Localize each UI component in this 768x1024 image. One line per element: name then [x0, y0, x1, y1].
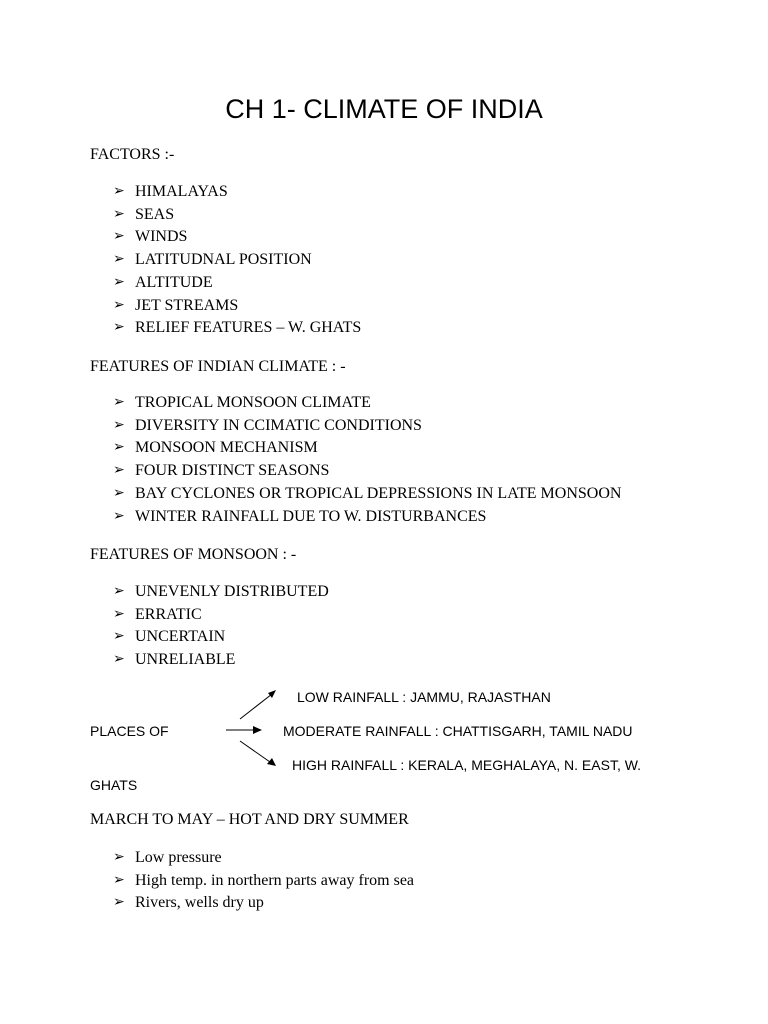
list-item: ➢ WINTER RAINFALL DUE TO W. DISTURBANCES	[113, 506, 621, 529]
arrowhead-bullet-icon: ➢	[113, 229, 125, 245]
arrowhead-bullet-icon: ➢	[113, 629, 125, 645]
list-item: ➢ Low pressure	[113, 847, 414, 870]
arrowhead-bullet-icon: ➢	[113, 508, 125, 524]
list-item: ➢ ERRATIC	[113, 604, 329, 627]
list-item: ➢ BAY CYCLONES OR TROPICAL DEPRESSIONS IN LATE MONSOON	[113, 483, 621, 506]
list-item: ➢ JET STREAMS	[113, 295, 361, 318]
features-climate-heading: FEATURES OF INDIAN CLIMATE : -	[90, 358, 346, 375]
list-item: ➢ WINDS	[113, 226, 361, 249]
arrowhead-bullet-icon: ➢	[113, 395, 125, 410]
arrowhead-bullet-icon: ➢	[113, 297, 125, 313]
list-item: ➢ LATITUDNAL POSITION	[113, 249, 361, 272]
arrowhead-bullet-icon: ➢	[113, 584, 125, 599]
moderate-rainfall-label: MODERATE RAINFALL : CHATTISGARH, TAMIL NADU	[283, 723, 633, 739]
arrowhead-bullet-icon: ➢	[113, 417, 125, 433]
arrowhead-bullet-icon: ➢	[113, 606, 125, 622]
arrow-to-low-rainfall-icon	[240, 690, 276, 719]
list-item: ➢ RELIEF FEATURES – W. GHATS	[113, 317, 361, 340]
arrowhead-bullet-icon: ➢	[113, 895, 125, 911]
arrowhead-bullet-icon: ➢	[113, 440, 125, 456]
list-item: ➢ High temp. in northern parts away from sea	[113, 870, 414, 893]
low-rainfall-label: LOW RAINFALL : JAMMU, RAJASTHAN	[297, 689, 551, 705]
arrowhead-bullet-icon: ➢	[113, 850, 125, 865]
list-item: ➢ TROPICAL MONSOON CLIMATE	[113, 392, 621, 415]
list-item: ➢ MONSOON MECHANISM	[113, 437, 621, 460]
list-item: ➢ ALTITUDE	[113, 272, 361, 295]
arrowhead-bullet-icon: ➢	[113, 206, 125, 222]
list-item: ➢ FOUR DISTINCT SEASONS	[113, 460, 621, 483]
arrowhead-bullet-icon: ➢	[113, 320, 125, 336]
high-rainfall-continuation: GHATS	[90, 777, 138, 793]
summer-heading: MARCH TO MAY – HOT AND DRY SUMMER	[90, 811, 409, 828]
page-title: CH 1- CLIMATE OF INDIA	[225, 94, 543, 124]
list-item: ➢ UNRELIABLE	[113, 649, 329, 672]
features-monsoon-heading: FEATURES OF MONSOON : -	[90, 546, 297, 563]
high-rainfall-label: HIGH RAINFALL : KERALA, MEGHALAYA, N. EAST, W.	[292, 757, 642, 773]
summer-list	[113, 847, 414, 915]
list-item: ➢ SEAS	[113, 204, 361, 227]
arrowhead-bullet-icon: ➢	[113, 252, 125, 268]
list-item: ➢ UNEVENLY DISTRIBUTED	[113, 581, 329, 604]
arrowhead-bullet-icon: ➢	[113, 463, 125, 479]
arrowhead-bullet-icon: ➢	[113, 485, 125, 501]
arrow-to-moderate-rainfall-icon	[226, 726, 262, 734]
list-item: ➢ HIMALAYAS	[113, 181, 361, 204]
arrowhead-bullet-icon: ➢	[113, 872, 125, 888]
list-item: ➢ UNCERTAIN	[113, 626, 329, 649]
arrowhead-bullet-icon: ➢	[113, 652, 125, 668]
arrow-to-high-rainfall-icon	[240, 741, 276, 766]
arrowhead-bullet-icon: ➢	[113, 184, 125, 199]
list-item: ➢ DIVERSITY IN CCIMATIC CONDITIONS	[113, 415, 621, 438]
places-of-label: PLACES OF	[90, 723, 169, 739]
factors-heading: FACTORS :-	[90, 146, 175, 163]
arrowhead-bullet-icon: ➢	[113, 274, 125, 290]
list-item: ➢ Rivers, wells dry up	[113, 892, 414, 915]
